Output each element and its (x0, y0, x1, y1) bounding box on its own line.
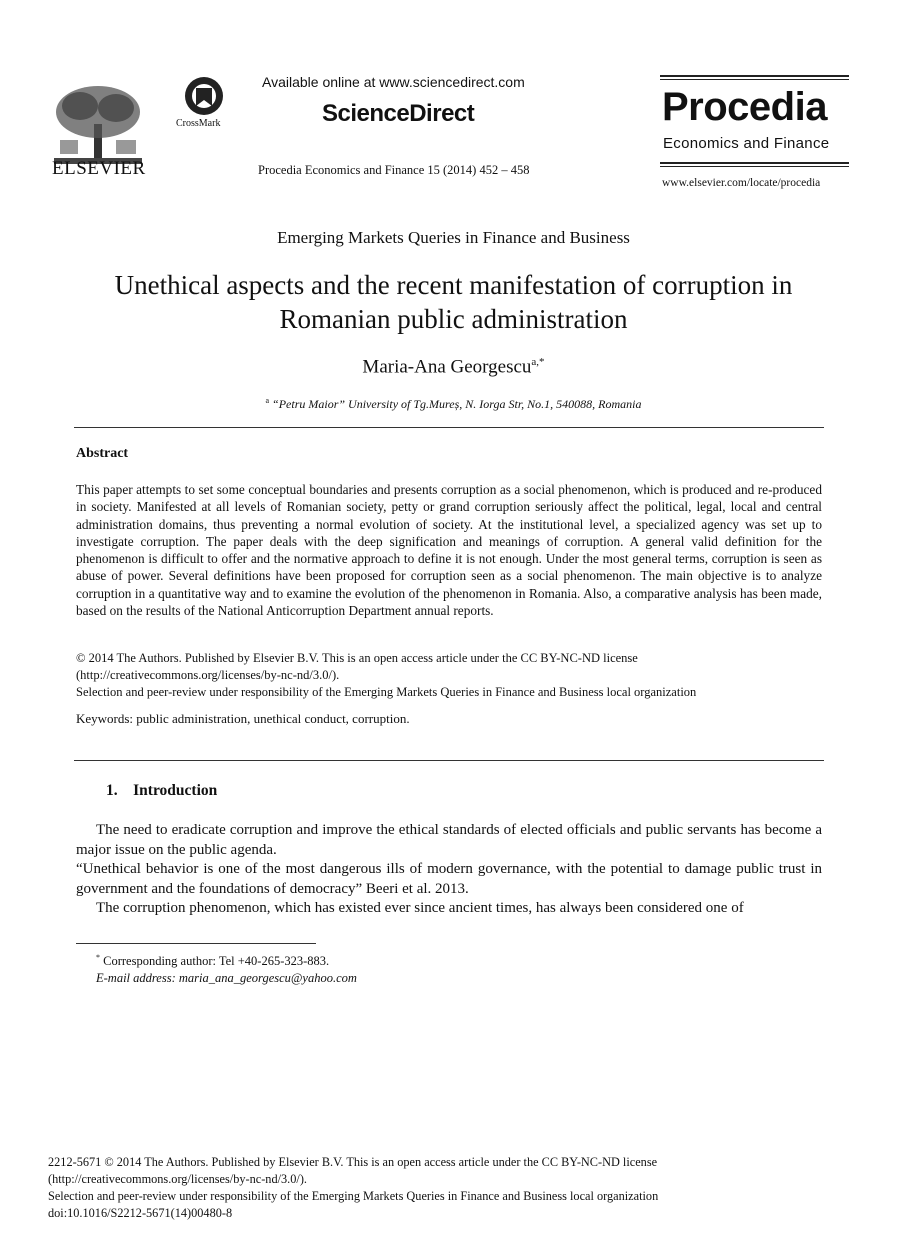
email-label: E-mail address: (96, 971, 176, 985)
intro-paragraph-3: The corruption phenomenon, which has existed ever since ancient times, has always been considered one of (96, 900, 744, 916)
footnote-sup: * (96, 953, 100, 962)
publisher-name: ELSEVIER (52, 158, 146, 179)
footnote-email (96, 971, 357, 986)
footnote-rule (76, 943, 316, 944)
abstract-text: This paper attempts to set some conceptual boundaries and presents corruption as a social phenomenon, which is produced and re-produced in society. Manifested at all levels of Romanian society, petty or grand corruption seriously affect the political, legal, local and central administration domains, thus preventing a normal evolution of society. At the institutional level, a specialized agency was set up to investigate corruption. The paper deals with the deep signification and meanings of corruption. A general valid definition for the phenomenon is difficult to offer and the normative approach to define it is not enough. Under the most general terms, corruption is seen as abuse of power. Several definitions have been proposed for corruption seen as a social phenomenon. The main objective is to analyze corruption in a quantitative way and to examine the evolution of the phenomenon in Romania. Also, a comparative analysis has been made, based on the results of the National Anticorruption Department annual reports. (76, 482, 822, 619)
intro-paragraph-2: “Unethical behavior is one of the most dangerous ills of modern governance, with the potential to damage public trust in government and the foundations of democracy” Beeri et al. 2013. (76, 861, 822, 897)
footnote-corresponding (96, 953, 329, 969)
procedia-top-rule (660, 75, 849, 80)
abstract-heading: Abstract (76, 446, 129, 461)
footer-paren-open: ( (48, 1172, 53, 1186)
title-line-2: Romanian public administration (279, 304, 628, 334)
title-line-1: Unethical aspects and the recent manifestation of corruption in (114, 270, 793, 300)
paper-title (60, 268, 847, 336)
corresponding-author: Corresponding author: Tel +40-265-323-883. (100, 954, 330, 969)
footer-doi[interactable]: doi:10.1016/S2212-5671(14)00480-8 (48, 1206, 233, 1220)
peer-review-line: Selection and peer-review under responsibility of the Emerging Markets Queries in Finance and Business local organization (76, 685, 697, 699)
author-name (0, 356, 907, 378)
divider-top (74, 427, 824, 428)
author-sup: a,* (531, 356, 545, 368)
paren-open: ( (76, 668, 81, 682)
conference-name: Emerging Markets Queries in Finance and Business (277, 228, 630, 247)
license-line: © 2014 The Authors. Published by Elsevier B.V. This is an open access article under the CC BY-NC-ND license (76, 651, 638, 665)
footer-link-line (48, 1172, 307, 1187)
email-address[interactable]: maria_ana_georgescu@yahoo.com (175, 971, 357, 985)
author: Maria-Ana Georgescu (362, 356, 532, 378)
procedia-bottom-rule (660, 162, 849, 167)
affiliation-text: “Petru Maior” University of Tg.Mureș, N. Iorga Str, No.1, 540088, Romania (269, 397, 642, 411)
affiliation (0, 396, 907, 412)
crossmark-icon[interactable] (174, 76, 234, 120)
introduction-heading: 1. Introduction (106, 782, 218, 799)
journal-reference: Procedia Economics and Finance 15 (2014) 452 – 458 (258, 163, 530, 177)
license-link-line (76, 668, 339, 683)
crossmark-label: CrossMark (176, 118, 221, 129)
available-online-text: Available online at www.sciencedirect.com (262, 74, 525, 90)
affiliation-sup: a (265, 396, 270, 405)
footer-paren-close: ). (299, 1172, 307, 1186)
keywords: Keywords: public administration, unethical conduct, corruption. (76, 711, 410, 726)
sciencedirect-logo: ScienceDirect (322, 100, 475, 127)
divider-bottom (74, 760, 824, 761)
license-link[interactable]: http://creativecommons.org/licenses/by-nc-nd/3.0/ (80, 668, 332, 682)
procedia-title: Procedia (662, 85, 827, 129)
procedia-subtitle: Economics and Finance (663, 135, 830, 152)
footer-peer-review: Selection and peer-review under responsibility of the Emerging Markets Queries in Finance and Business local organization (48, 1189, 659, 1203)
procedia-url[interactable]: www.elsevier.com/locate/procedia (662, 177, 821, 189)
footer-issn-license: 2212-5671 © 2014 The Authors. Published by Elsevier B.V. This is an open access article under the CC BY-NC-ND license (48, 1155, 658, 1169)
footer-license-link[interactable]: http://creativecommons.org/licenses/by-nc-nd/3.0/ (52, 1172, 300, 1186)
intro-paragraph-1: The need to eradicate corruption and improve the ethical standards of elected officials and public servants has become a major issue on the public agenda. (76, 822, 822, 858)
paren-close: ). (331, 668, 340, 682)
